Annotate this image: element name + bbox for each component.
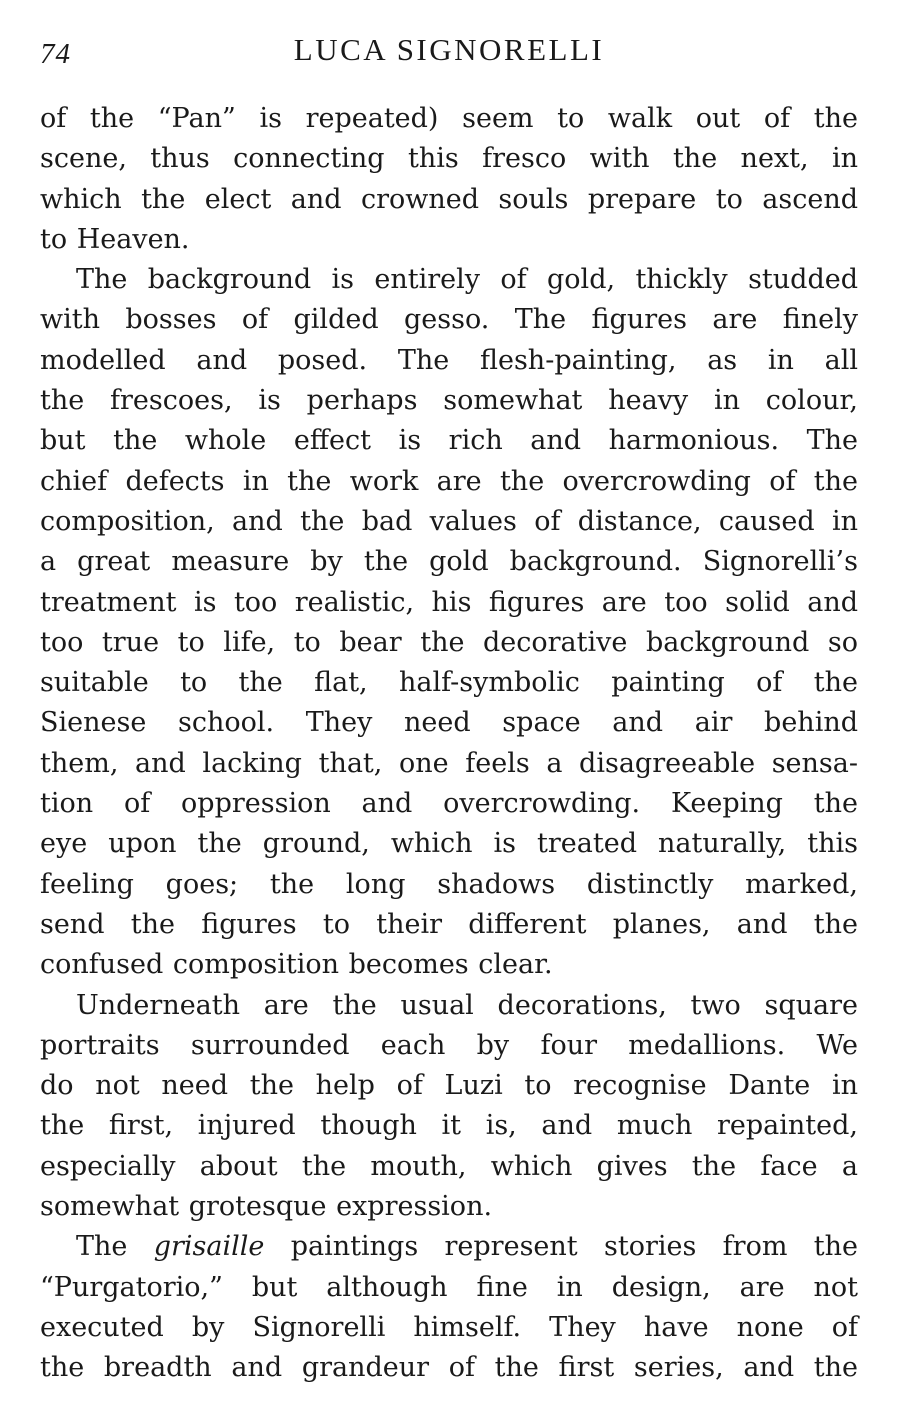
- text-line-with-italic: [40, 1227, 858, 1267]
- text-line: the frescoes, is perhaps somewhat heavy in colour,: [40, 385, 858, 417]
- text-line: too true to life, to bear the decorative background so: [40, 626, 858, 658]
- text-line: but the whole effect is rich and harmonious. The: [40, 425, 858, 457]
- text-line: feeling goes; the long shadows distinctly marked,: [40, 868, 858, 900]
- text-fragment: paintings represent stories from the: [264, 1231, 858, 1263]
- text-line: modelled and posed. The flesh-painting, as in all: [40, 344, 858, 376]
- running-head: [40, 30, 858, 74]
- text-line: with bosses of gilded gesso. The figures are finely: [40, 304, 858, 336]
- text-line: tion of oppression and overcrowding. Keeping the: [40, 788, 858, 820]
- body-text: [40, 99, 858, 1389]
- text-line: portraits surrounded each by four medallions. We: [40, 1029, 858, 1061]
- text-line: the breadth and grandeur of the first series, and the: [40, 1352, 858, 1384]
- text-line: do not need the help of Luzi to recognise Dante in: [40, 1070, 858, 1102]
- paragraph-2: [40, 260, 858, 985]
- text-line: which the elect and crowned souls prepare to ascend: [40, 183, 858, 215]
- text-line: a great measure by the gold background. Signorelli’s: [40, 546, 858, 578]
- italic-term: grisaille: [153, 1231, 265, 1263]
- text-line: composition, and the bad values of distance, caused in: [40, 505, 858, 537]
- text-line: especially about the mouth, which gives the face a: [40, 1150, 858, 1182]
- page-number: 74: [40, 38, 71, 70]
- text-line: executed by Signorelli himself. They have none of: [40, 1311, 858, 1343]
- text-line: chief defects in the work are the overcrowding of the: [40, 465, 858, 497]
- text-line: Sienese school. They need space and air behind: [40, 707, 858, 739]
- text-line: Underneath are the usual decorations, two square: [76, 989, 858, 1021]
- running-title: LUCA SIGNORELLI: [293, 32, 605, 67]
- text-line: treatment is too realistic, his figures are too solid and: [40, 586, 858, 618]
- text-line: the first, injured though it is, and much repainted,: [40, 1110, 858, 1142]
- paragraph-4: [40, 1227, 858, 1388]
- paragraph-3: [40, 986, 858, 1228]
- text-fragment: The: [76, 1231, 154, 1263]
- text-line: somewhat grotesque expression.: [40, 1191, 493, 1223]
- text-line: send the figures to their different planes, and the: [40, 908, 858, 940]
- paragraph-1: [40, 99, 858, 260]
- text-line: The background is entirely of gold, thickly studded: [76, 264, 858, 296]
- text-line: eye upon the ground, which is treated naturally, this: [40, 828, 858, 860]
- text-line: them, and lacking that, one feels a disagreeable sensa-: [40, 747, 858, 779]
- text-line: “Purgatorio,” but although fine in design, are not: [40, 1271, 858, 1303]
- text-line: to Heaven.: [40, 223, 190, 255]
- text-line: confused composition becomes clear.: [40, 949, 553, 981]
- text-line: scene, thus connecting this fresco with the next, in: [40, 143, 858, 175]
- text-line: of the “Pan” is repeated) seem to walk out of the: [40, 103, 858, 134]
- text-line: suitable to the flat, half-symbolic painting of the: [40, 667, 858, 699]
